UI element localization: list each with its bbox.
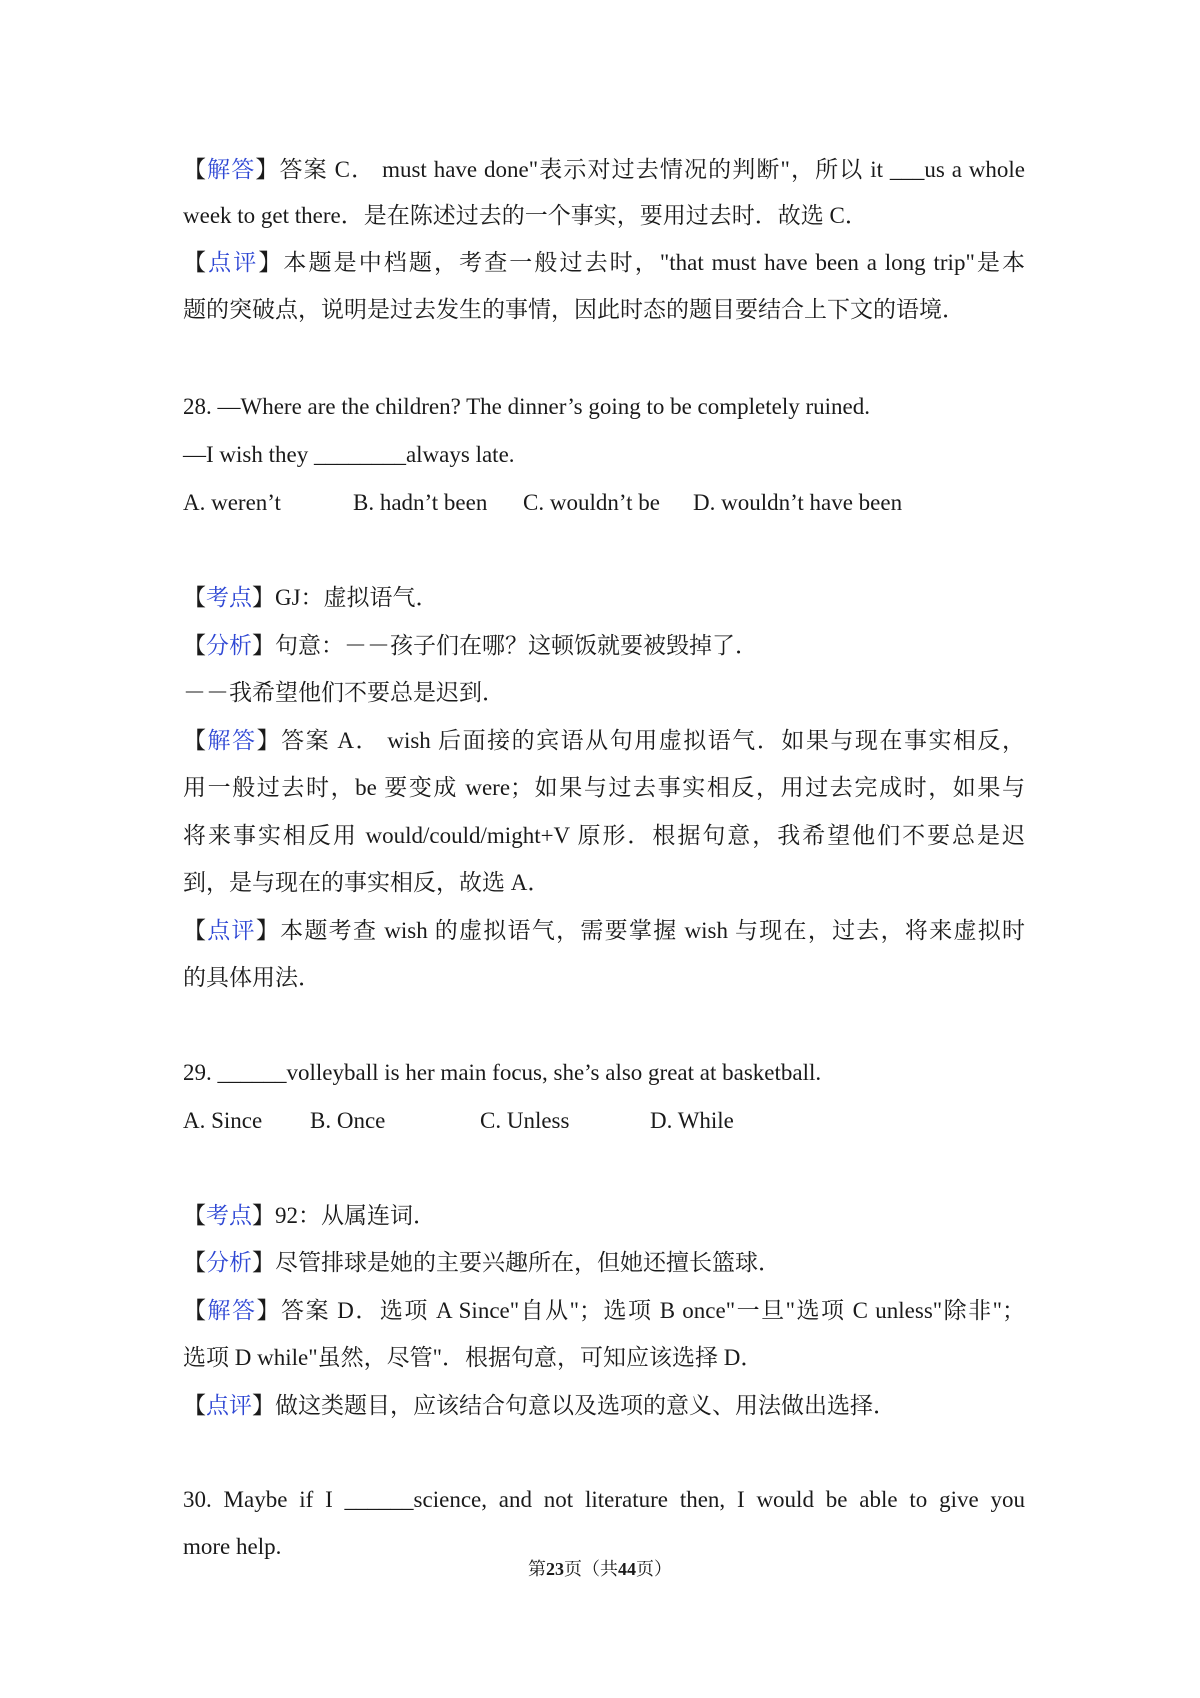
q28-point: 【考点】GJ：虚拟语气． (183, 585, 439, 610)
q29-point: 【考点】92：从属连词． (183, 1203, 436, 1228)
q27-comment-line2: 题的突破点，说明是过去发生的事情，因此时态的题目要结合上下文的语境． (183, 297, 965, 322)
option-c: C. Unless (480, 1108, 570, 1133)
q29-stem: 29. ______volleyball is her main focus, she’s also great at basketball. (183, 1060, 822, 1085)
option-b: B. hadn’t been (353, 490, 488, 515)
q28-answer-line3: 将来事实相反用 would/could/might+V 原形．根据句意，我希望他们不要总是迟 (183, 823, 1025, 848)
q29-answer-line1: 【解答】答案 D．选项 A Since"自从"；选项 B once"一旦"选项 C unless"除非"； (183, 1298, 1026, 1323)
q28-answer-line4: 到，是与现在的事实相反，故选 A． (183, 870, 551, 895)
q28-comment-line1: 【点评】本题考查 wish 的虚拟语气，需要掌握 wish 与现在，过去，将来虚拟时 (183, 918, 1026, 943)
q28-stem-line2: —I wish they ________always late. (183, 442, 515, 467)
q27-answer-line2: week to get there．是在陈述过去的一个事实，要用过去时．故选 C． (183, 203, 868, 228)
option-c: C. wouldn’t be (523, 490, 660, 515)
q28-options (183, 488, 1025, 518)
analysis-tag: 分析 (206, 633, 252, 658)
page-number: 23 (546, 1559, 564, 1579)
point-tag: 考点 (206, 585, 252, 610)
q27-comment-line1: 【点评】本题是中档题，考查一般过去时，"that must have been a long trip"是本 (183, 250, 1026, 275)
answer-tag: 解答 (207, 728, 257, 753)
analysis-tag: 分析 (206, 1250, 252, 1275)
q29-analysis: 【分析】尽管排球是她的主要兴趣所在，但她还擅长篮球． (183, 1250, 781, 1275)
option-a: A. Since (183, 1108, 263, 1133)
q28-stem-line1: 28. —Where are the children? The dinner’s going to be completely ruined. (183, 394, 871, 419)
q27-answer-line1: 【解答】答案 C． must have done"表示对过去情况的判断"，所以 it ___us a whole (183, 157, 1025, 182)
comment-tag: 点评 (207, 918, 256, 943)
q29-options (183, 1106, 1025, 1136)
comment-tag: 点评 (208, 250, 259, 275)
q30-stem-line1: 30. Maybe if I ______science, and not literature then, I would be able to give you (183, 1487, 1025, 1512)
q29-answer-line2: 选项 D while"虽然，尽管"．根据句意，可知应该选择 D． (183, 1345, 764, 1370)
q28-answer-line2: 用一般过去时，be 要变成 were；如果与过去事实相反，用过去完成时，如果与 (183, 775, 1025, 800)
q28-answer-line1: 【解答】答案 A． wish 后面接的宾语从句用虚拟语气．如果与现在事实相反， (183, 728, 1026, 753)
option-a: A. weren’t (183, 490, 281, 515)
comment-tag: 点评 (206, 1393, 252, 1418)
q30-stem-line2: more help. (183, 1534, 282, 1559)
q29-comment: 【点评】做这类题目，应该结合句意以及选项的意义、用法做出选择． (183, 1393, 896, 1418)
q28-comment-line2: 的具体用法． (183, 965, 321, 990)
total-pages: 44 (618, 1559, 636, 1579)
option-b: B. Once (310, 1108, 386, 1133)
option-d: D. While (650, 1108, 734, 1133)
answer-tag: 解答 (207, 157, 256, 182)
q28-analysis-line2: －－我希望他们不要总是迟到． (183, 680, 505, 705)
option-d: D. wouldn’t have been (693, 490, 903, 515)
answer-tag: 解答 (207, 1298, 257, 1323)
page-footer: 第23页（共44页） (528, 1559, 672, 1579)
point-tag: 考点 (206, 1203, 252, 1228)
q28-analysis-line1: 【分析】句意：－－孩子们在哪？这顿饭就要被毁掉了． (183, 633, 758, 658)
